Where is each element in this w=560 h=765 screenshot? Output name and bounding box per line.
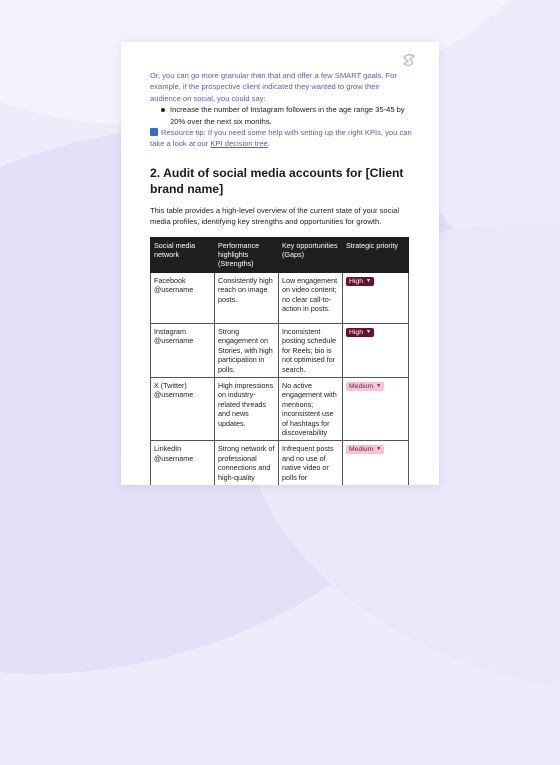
section-title: 2. Audit of social media accounts for [Client brand name] bbox=[150, 165, 404, 196]
brand-logo-icon bbox=[401, 53, 417, 67]
priority-label: High bbox=[349, 277, 363, 285]
blue-book-icon bbox=[150, 128, 158, 136]
gaps-cell: Infrequent posts and no use of native video or polls for bbox=[279, 441, 343, 485]
list-item: Increase the number of Instagram followers in the age range 35-45 by 20% over the next six months. bbox=[170, 104, 412, 127]
document-page bbox=[121, 42, 439, 485]
priority-label: Medium bbox=[349, 382, 374, 390]
priority-label: Medium bbox=[349, 446, 374, 454]
audit-table bbox=[150, 237, 409, 485]
network-cell: X (Twitter) @username bbox=[151, 377, 215, 440]
network-cell: LinkedIn @username bbox=[151, 441, 215, 485]
column-header: Strategic priority bbox=[343, 237, 409, 272]
priority-cell bbox=[343, 441, 409, 485]
strengths-cell: Consistently high reach on image posts. bbox=[215, 272, 279, 323]
priority-dropdown[interactable] bbox=[346, 328, 374, 337]
tip-text: Resource tip: If you need some help with setting up the right KPIs, you can take a look at our bbox=[150, 128, 412, 149]
gaps-cell: Inconsistent posting schedule for Reels; bio is not optimised for search. bbox=[279, 323, 343, 377]
network-cell: Instagram @username bbox=[151, 323, 215, 377]
priority-dropdown[interactable] bbox=[346, 445, 384, 454]
priority-cell bbox=[343, 377, 409, 440]
tip-end: . bbox=[267, 139, 270, 149]
priority-label: High bbox=[349, 328, 363, 336]
caret-down-icon: ▼ bbox=[365, 328, 371, 335]
resource-tip bbox=[150, 127, 412, 150]
priority-cell bbox=[343, 272, 409, 323]
caret-down-icon: ▼ bbox=[365, 277, 371, 284]
caret-down-icon: ▼ bbox=[376, 446, 382, 453]
intro-paragraph: Or, you can go more granular than that and offer a few SMART goals. For example, if the prospective client indicated they wanted to grow their audience on social, you could say: bbox=[150, 71, 397, 103]
table-row bbox=[151, 272, 409, 323]
column-header: Performance highlights (Strengths) bbox=[215, 237, 279, 272]
caret-down-icon: ▼ bbox=[376, 382, 382, 389]
goal-list bbox=[150, 104, 412, 127]
column-header: Key opportunities (Gaps) bbox=[279, 237, 343, 272]
table-row bbox=[151, 323, 409, 377]
table-row bbox=[151, 441, 409, 485]
gaps-cell: Low engagement on video content; no clear call-to-action in posts. bbox=[279, 272, 343, 323]
document-content bbox=[150, 70, 412, 485]
table-row bbox=[151, 377, 409, 440]
strengths-cell: Strong engagement on Stories, with high participation in polls. bbox=[215, 323, 279, 377]
kpi-decision-tree-link[interactable]: KPI decision tree bbox=[210, 139, 268, 149]
network-cell: Facebook @username bbox=[151, 272, 215, 323]
strengths-cell: Strong network of professional connections and high-quality bbox=[215, 441, 279, 485]
table-header-row bbox=[151, 237, 409, 272]
section-description: This table provides a high-level overview of the current state of your social media profiles, identifying key strengths and opportunities for growth. bbox=[150, 205, 400, 227]
priority-dropdown[interactable] bbox=[346, 277, 374, 286]
priority-cell bbox=[343, 323, 409, 377]
priority-dropdown[interactable] bbox=[346, 382, 384, 391]
strengths-cell: High impressions on industry-related threads and news updates. bbox=[215, 377, 279, 440]
column-header: Social media network bbox=[151, 237, 215, 272]
gaps-cell: No active engagement with mentions; inconsistent use of hashtags for discoverability bbox=[279, 377, 343, 440]
